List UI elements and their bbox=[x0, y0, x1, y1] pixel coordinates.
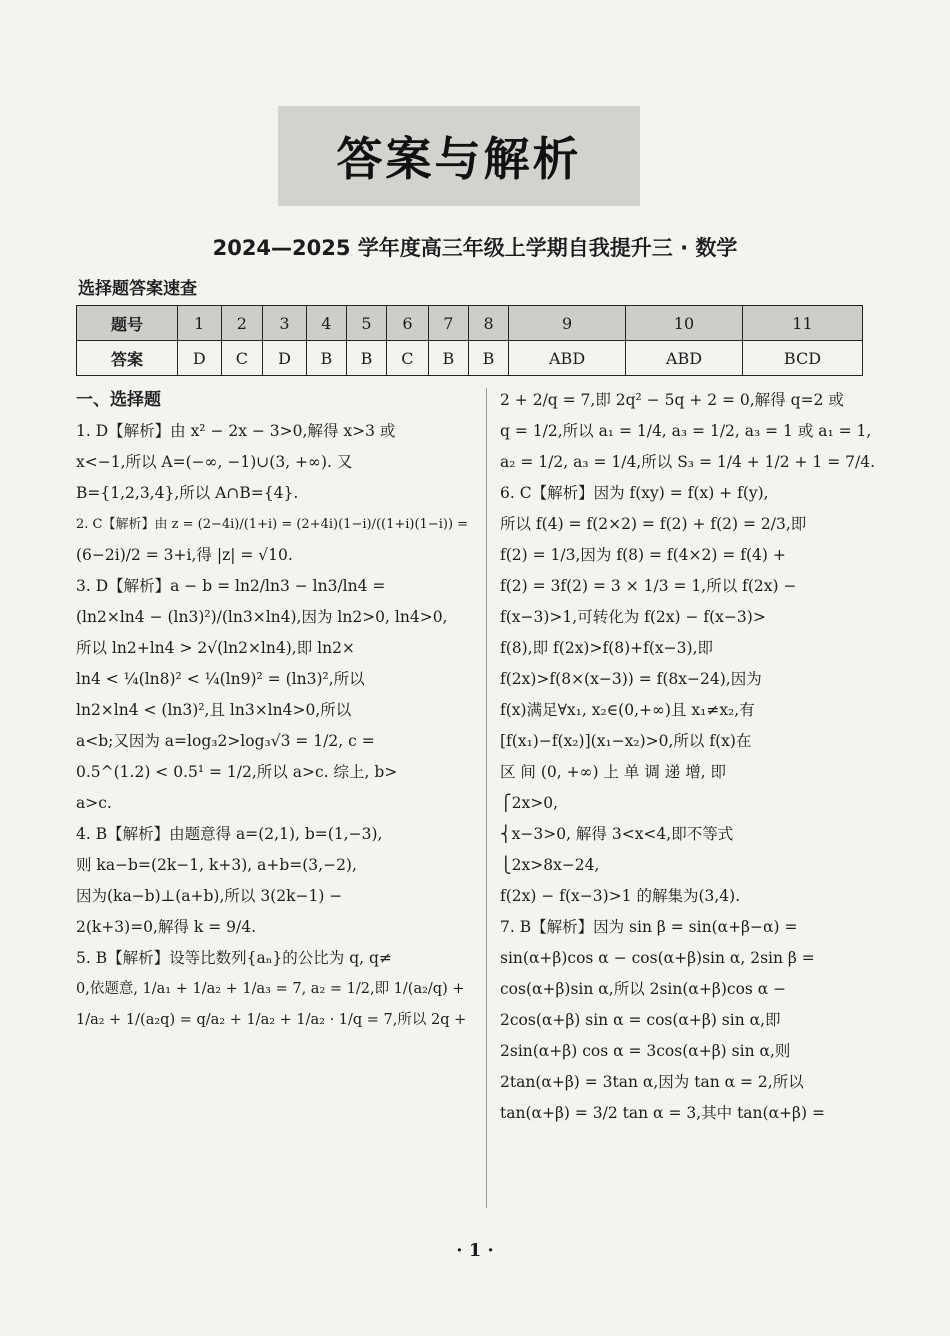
solution-line: (ln2×ln4 − (ln3)²)/(ln3×ln4),因为 ln2>0, ln4>0, bbox=[76, 608, 448, 626]
solution-line: a>c. bbox=[76, 794, 112, 812]
question-number-cell: 10 bbox=[626, 306, 743, 341]
solution-line: a<b;又因为 a=log₃2>log₃√3 = 1/2, c = bbox=[76, 732, 375, 750]
solution-line: 7. B【解析】因为 sin β = sin(α+β−α) = bbox=[500, 918, 798, 936]
solution-line: sin(α+β)cos α − cos(α+β)sin α, 2sin β = bbox=[500, 949, 815, 967]
solution-line: 2tan(α+β) = 3tan α,因为 tan α = 2,所以 bbox=[500, 1073, 804, 1091]
question-number-cell: 1 bbox=[178, 306, 222, 341]
answer-table-answer-row bbox=[77, 341, 863, 376]
solution-line: x<−1,所以 A=(−∞, −1)∪(3, +∞). 又 bbox=[76, 453, 353, 471]
header-label-cell: 题号 bbox=[77, 306, 178, 341]
solution-line: f(x)满足∀x₁, x₂∈(0,+∞)且 x₁≠x₂,有 bbox=[500, 701, 755, 719]
solution-line: f(2x)>f(8×(x−3)) = f(8x−24),因为 bbox=[500, 670, 762, 688]
solution-line: a₂ = 1/2, a₃ = 1/4,所以 S₃ = 1/4 + 1/2 + 1 = 7/4. bbox=[500, 453, 876, 471]
question-number-cell: 5 bbox=[346, 306, 386, 341]
solution-line: 0,依题意, 1/a₁ + 1/a₂ + 1/a₃ = 7, a₂ = 1/2,即 1/(a₂/q) + bbox=[76, 981, 465, 997]
solution-line: f(x−3)>1,可转化为 f(2x) − f(x−3)> bbox=[500, 608, 766, 626]
solution-line: ln2×ln4 < (ln3)²,且 ln3×ln4>0,所以 bbox=[76, 701, 352, 719]
solution-line: q = 1/2,所以 a₁ = 1/4, a₃ = 1/2, a₃ = 1 或 a₁ = 1, bbox=[500, 422, 872, 440]
right-column bbox=[500, 385, 876, 1129]
question-number-cell: 11 bbox=[742, 306, 862, 341]
solution-line: 2 + 2/q = 7,即 2q² − 5q + 2 = 0,解得 q=2 或 bbox=[500, 391, 844, 409]
solution-line: ⎧2x>0, bbox=[500, 794, 559, 812]
banner-title: 答案与解析 bbox=[336, 132, 582, 186]
right-column-lines bbox=[500, 385, 876, 1129]
column-divider bbox=[486, 388, 487, 1208]
solution-line: 5. B【解析】设等比数列{aₙ}的公比为 q, q≠ bbox=[76, 949, 392, 967]
solution-line: ⎩2x>8x−24, bbox=[500, 856, 600, 874]
answer-cell: B bbox=[306, 341, 346, 376]
question-number-cell: 8 bbox=[468, 306, 508, 341]
solution-line: ln4 < ¼(ln8)² < ¼(ln9)² = (ln3)²,所以 bbox=[76, 670, 365, 688]
solution-line: B={1,2,3,4},所以 A∩B={4}. bbox=[76, 484, 299, 502]
left-column-lines bbox=[76, 416, 476, 1036]
solution-line: ⎨x−3>0, 解得 3<x<4,即不等式 bbox=[500, 825, 734, 843]
answer-cell: B bbox=[468, 341, 508, 376]
solution-line: 因为(ka−b)⊥(a+b),所以 3(2k−1) − bbox=[76, 887, 343, 905]
solution-line: f(2) = 3f(2) = 3 × 1/3 = 1,所以 f(2x) − bbox=[500, 577, 797, 595]
solution-line: 2(k+3)=0,解得 k = 9/4. bbox=[76, 918, 257, 936]
quick-check-label: 选择题答案速查 bbox=[78, 279, 197, 299]
question-number-cell: 9 bbox=[509, 306, 626, 341]
answer-cell: BCD bbox=[742, 341, 862, 376]
solution-line: (6−2i)/2 = 3+i,得 |z| = √10. bbox=[76, 546, 293, 564]
solution-line: [f(x₁)−f(x₂)](x₁−x₂)>0,所以 f(x)在 bbox=[500, 732, 752, 750]
question-number-cell: 4 bbox=[306, 306, 346, 341]
solution-line: 6. C【解析】因为 f(xy) = f(x) + f(y), bbox=[500, 484, 769, 502]
solution-line: 1. D【解析】由 x² − 2x − 3>0,解得 x>3 或 bbox=[76, 422, 396, 440]
solution-line: 所以 f(4) = f(2×2) = f(2) + f(2) = 2/3,即 bbox=[500, 515, 807, 533]
title-banner bbox=[278, 106, 640, 206]
solution-line: 1/a₂ + 1/(a₂q) = q/a₂ + 1/a₂ + 1/a₂ · 1/q = 7,所以 2q + bbox=[76, 1012, 467, 1028]
answer-cell: C bbox=[221, 341, 263, 376]
solution-line: f(8),即 f(2x)>f(8)+f(x−3),即 bbox=[500, 639, 713, 657]
solution-line: 区 间 (0, +∞) 上 单 调 递 增, 即 bbox=[500, 763, 727, 781]
solution-line: 则 ka−b=(2k−1, k+3), a+b=(3,−2), bbox=[76, 856, 357, 874]
solution-line: f(2x) − f(x−3)>1 的解集为(3,4). bbox=[500, 887, 741, 905]
solution-line: 2cos(α+β) sin α = cos(α+β) sin α,即 bbox=[500, 1011, 781, 1029]
answer-table bbox=[76, 305, 863, 376]
question-number-cell: 2 bbox=[221, 306, 263, 341]
answer-table-header-row bbox=[77, 306, 863, 341]
answer-cell: B bbox=[428, 341, 468, 376]
solution-line: cos(α+β)sin α,所以 2sin(α+β)cos α − bbox=[500, 980, 787, 998]
document-subtitle: 2024—2025 学年度高三年级上学期自我提升三 · 数学 bbox=[212, 236, 738, 260]
answer-cell: D bbox=[178, 341, 222, 376]
page-number: · 1 · bbox=[456, 1240, 494, 1261]
answer-cell: B bbox=[346, 341, 386, 376]
answer-label-cell: 答案 bbox=[77, 341, 178, 376]
left-column bbox=[76, 385, 476, 1036]
question-number-cell: 3 bbox=[263, 306, 307, 341]
solution-line: 2sin(α+β) cos α = 3cos(α+β) sin α,则 bbox=[500, 1042, 791, 1060]
solution-line: 3. D【解析】a − b = ln2/ln3 − ln3/ln4 = bbox=[76, 577, 386, 595]
question-number-cell: 6 bbox=[387, 306, 429, 341]
solution-line: 4. B【解析】由题意得 a=(2,1), b=(1,−3), bbox=[76, 825, 383, 843]
solution-line: 所以 ln2+ln4 > 2√(ln2×ln4),即 ln2× bbox=[76, 639, 355, 657]
solution-line: 0.5^(1.2) < 0.5¹ = 1/2,所以 a>c. 综上, b> bbox=[76, 763, 398, 781]
answer-cell: ABD bbox=[509, 341, 626, 376]
question-number-cell: 7 bbox=[428, 306, 468, 341]
section-heading: 一、选择题 bbox=[76, 390, 161, 410]
solution-line: tan(α+β) = 3/2 tan α = 3,其中 tan(α+β) = bbox=[500, 1104, 825, 1122]
answer-cell: D bbox=[263, 341, 307, 376]
answer-cell: ABD bbox=[626, 341, 743, 376]
solution-line: f(2) = 1/3,因为 f(8) = f(4×2) = f(4) + bbox=[500, 546, 786, 564]
solution-line: 2. C【解析】由 z = (2−4i)/(1+i) = (2+4i)(1−i)/((1+i)(1−i)) = bbox=[76, 517, 469, 532]
answer-cell: C bbox=[387, 341, 429, 376]
